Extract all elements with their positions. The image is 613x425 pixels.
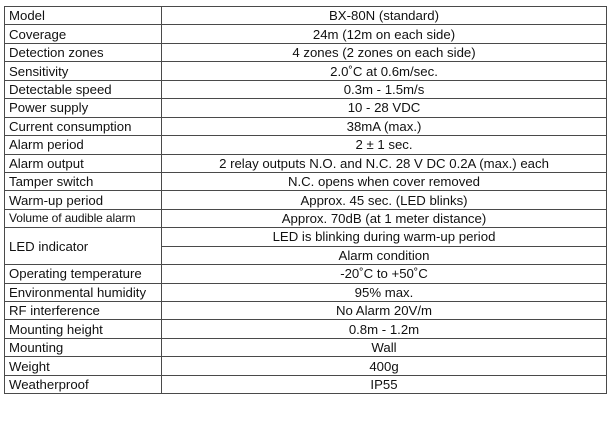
spec-value: IP55 [162,375,607,393]
spec-label: Alarm output [5,154,162,172]
spec-value: Approx. 70dB (at 1 meter distance) [162,209,607,227]
table-row [5,191,607,209]
table-row [5,320,607,338]
table-row [5,62,607,80]
table-row [5,117,607,135]
spec-value: 95% max. [162,283,607,301]
table-row [5,43,607,61]
table-row [5,283,607,301]
table-row [5,228,607,246]
spec-label: Mounting [5,338,162,356]
spec-value: 0.8m - 1.2m [162,320,607,338]
spec-value: 0.3m - 1.5m/s [162,80,607,98]
spec-value: -20˚C to +50˚C [162,265,607,283]
spec-label: Volume of audible alarm [5,209,162,227]
spec-value: 2 relay outputs N.O. and N.C. 28 V DC 0.2A (max.) each [162,154,607,172]
spec-label: Detectable speed [5,80,162,98]
table-row [5,99,607,117]
table-row [5,302,607,320]
spec-value: 4 zones (2 zones on each side) [162,43,607,61]
table-row [5,172,607,190]
spec-label: Tamper switch [5,172,162,190]
spec-label: Detection zones [5,43,162,61]
spec-value: 10 - 28 VDC [162,99,607,117]
spec-label: Environmental humidity [5,283,162,301]
spec-value: 38mA (max.) [162,117,607,135]
table-row [5,7,607,25]
spec-value: 400g [162,357,607,375]
spec-label: Model [5,7,162,25]
table-row [5,265,607,283]
spec-label: Current consumption [5,117,162,135]
table-row [5,338,607,356]
table-row [5,375,607,393]
spec-label: Warm-up period [5,191,162,209]
spec-label: Mounting height [5,320,162,338]
table-row [5,25,607,43]
spec-label: Coverage [5,25,162,43]
table-row [5,154,607,172]
spec-value: BX-80N (standard) [162,7,607,25]
spec-label: Weatherproof [5,375,162,393]
spec-label: Sensitivity [5,62,162,80]
spec-label: Alarm period [5,136,162,154]
spec-value: N.C. opens when cover removed [162,172,607,190]
spec-label: Power supply [5,99,162,117]
spec-label: Operating temperature [5,265,162,283]
spec-label: LED indicator [5,228,162,265]
spec-value: LED is blinking during warm-up period [162,228,607,246]
table-row [5,136,607,154]
table-row [5,209,607,227]
spec-value: 2.0˚C at 0.6m/sec. [162,62,607,80]
spec-label: RF interference [5,302,162,320]
spec-value: Wall [162,338,607,356]
spec-value: Approx. 45 sec. (LED blinks) [162,191,607,209]
spec-value: 24m (12m on each side) [162,25,607,43]
table-row [5,357,607,375]
spec-label: Weight [5,357,162,375]
spec-value: No Alarm 20V/m [162,302,607,320]
spec-value: 2 ± 1 sec. [162,136,607,154]
table-row [5,80,607,98]
specifications-table [4,6,607,394]
spec-value: Alarm condition [162,246,607,264]
